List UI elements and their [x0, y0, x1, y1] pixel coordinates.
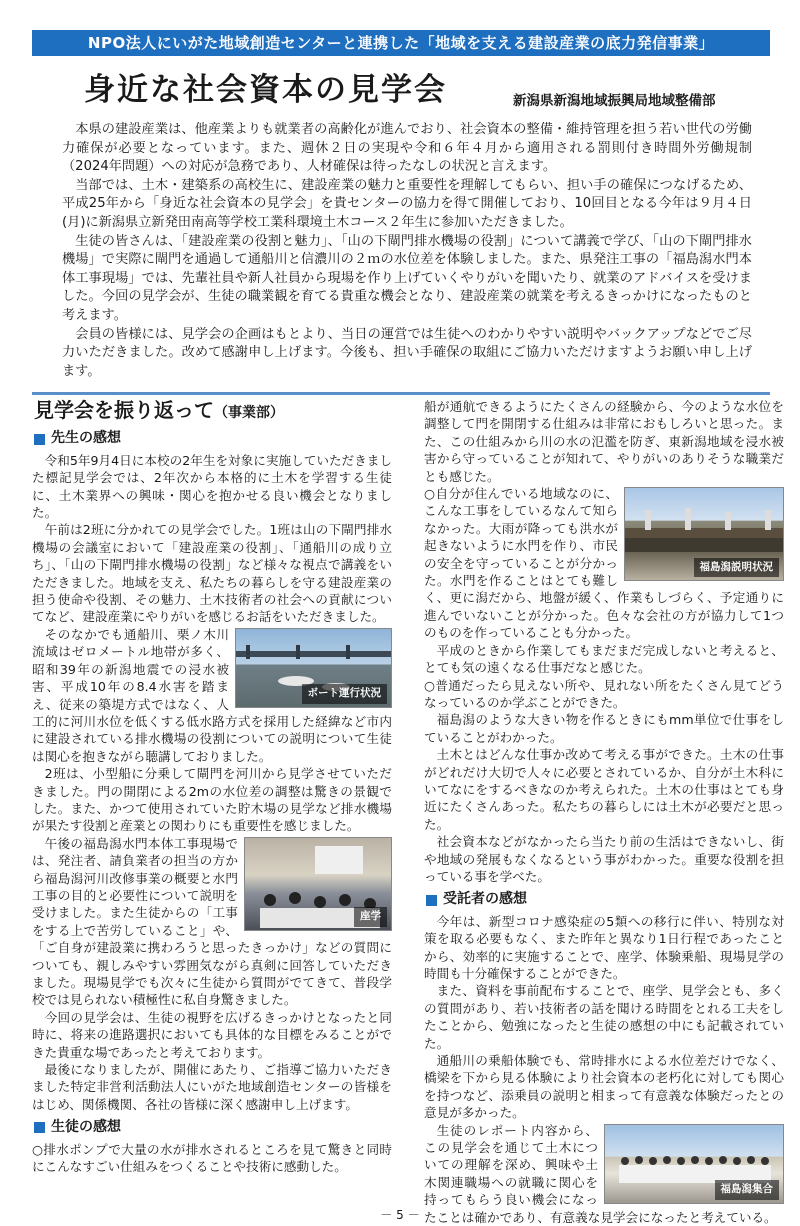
paragraph: 平成のときから作業してもまだまだ完成しないと考えると、とても気の遠くなる仕事だなと感じた。: [424, 642, 784, 676]
paragraph: ○普通だったら見えない所や、見れない所をたくさん見てどうなっているのか学ぶことができた。: [424, 677, 784, 710]
paragraph: 2班は、小型船に分乗して閘門を河川から見学させていただきました。門の開閉による2mの水位差の調整は驚きの景観でした。また、かつて使用されていた貯木場の見学など排水機場が果たす役割と産業との関わりにも重要性を感じました。: [32, 766, 392, 834]
paragraph: 今年は、新型コロナ感染症の5類への移行に伴い、特別な対策を取る必要もなく、また昨年と異なり1日行程であったことから、効率的に実施することで、座学、体験乗船、現場見学の時間も十分確保することができた。: [424, 913, 784, 981]
section-title: [34, 398, 392, 422]
square-bullet-icon: [34, 1122, 45, 1133]
paragraph: 令和5年9月4日に本校の2年生を対象に実施していただきました標記見学会では、2年次から本格的に土木を学習する生徒に、土木業界への興味・関心を抱かせる良い機会となりました。: [32, 452, 392, 521]
paragraph: 今回の見学会は、生徒の視野を広げるきっかけとなったと同時に、将来の進路選択においても具体的な目標をみることができた貴重な場であったと考えております。: [32, 1009, 392, 1060]
department-name: 新潟県新潟地域振興局地域整備部: [513, 93, 716, 109]
intro-paragraph: 当部では、土木・建築系の高校生に、建設産業の魅力と重要性を理解してもらい、担い手の確保につなげるため、平成25年から「身近な社会資本の見学会」を貴センターの協力を得て開催しており、10回目となる今年は９月４日(月)に新潟県立新発田南高等学校工業科環境土木コース２年生に参加いただきました。: [62, 177, 752, 230]
paragraph: また、資料を事前配布することで、座学、見学会とも、多くの質問があり、若い技術者の話を聞ける時間をとれる工夫をしたことから、勉強になったと生徒の感想の中にも記載されていた。: [424, 983, 784, 1051]
paragraph: 福島潟のような大きい物を作るときにもmm単位で仕事をしていることがわかった。: [424, 712, 784, 745]
right-column: [424, 398, 784, 1226]
paragraph: そのなかでも通船川、栗ノ木川流域はゼロメートル地帯が多く、昭和39年の新潟地震での浸水被害、平成10年の8.4水害を踏まえ、従来の築堤方式ではなく、人工的に河川水位を低くする低水路方式を採用した経緯など市内に建設されている排水機場の役割についての説明について生徒は関心を抱きながら聴講しておりました。: [32, 626, 392, 764]
paragraph: 社会資本などがなかったら当たり前の生活はできないし、街や地域の発展もなくなるという事がわかった。重要な役割を担っている事を学べた。: [424, 834, 784, 884]
participant-heading: [426, 891, 784, 908]
classroom-photo: [244, 837, 392, 931]
intro-text: [62, 121, 752, 381]
square-bullet-icon: [34, 434, 45, 445]
group-photo: [604, 1124, 784, 1204]
left-column: [32, 400, 392, 1175]
photo-caption: ボート運行状況: [302, 684, 388, 703]
photo-caption: 座学: [354, 907, 387, 926]
paragraph: 土木とはどんな仕事か改めて考える事ができた。土木の仕事がどれだけ大切で人々に必要とされているか、自分が土木科にいてなにをするべきなのか考えられた。土木の仕事はとても身近にたくさんあった。私たちの暮らしには土木が必要だと思った。: [424, 747, 784, 832]
paragraph: 午後の福島潟水門本体工事現場では、発注者、請負業者の担当の方から福島潟河川改修事業の概要と水門工事の目的と必要性について説明を受けました。また生徒からの「工事をする上で苦労していること」や、「ご自身が建設業に携わろうと思ったきっかけ」などの質問についても、親しみやすい雰囲気ながら真剣に回答していただきました。現場見学でも次々に生徒から質問がでてきて、普段学校では見られない積極性に私自身驚きました。: [32, 835, 392, 1008]
header-banner: NPO法人にいがた地域創造センターと連携した「地域を支える建設産業の底力発信事業」: [32, 30, 770, 56]
student-heading-text: 生徒の感想: [51, 1119, 121, 1136]
paragraph: 午前は2班に分かれての見学会でした。1班は山の下閘門排水機場の会議室において「建設産業の役割」、「通船川の成り立ち」、「山の下閘門排水機場の役割」など様々な視点で講義をいただきました。地域を支え、私たちの暮らしを守る建設産業の担う使命や役割、その魅力、土木技術者の社会への貢献についてなど、建設産業にやりがいを感じるお話をいただきました。: [32, 522, 392, 625]
participant-heading-text: 受託者の感想: [443, 891, 527, 908]
photo-caption: 福島潟説明状況: [694, 558, 780, 577]
intro-paragraph: 会員の皆様には、見学会の企画はもとより、当日の運営では生徒へのわかりやすい説明やバックアップなどでご尽力いただきました。改めて感謝申し上げます。今後も、担い手確保の取組にご協力いただけますようお願い申し上げます。: [62, 326, 752, 379]
boat-photo: [235, 628, 392, 708]
intro-paragraph: 本県の建設産業は、他産業よりも就業者の高齢化が進んでおり、社会資本の整備・維持管理を担う若い世代の労働力確保が必要となっています。また、週休２日の実現や令和６年４月から適用される罰則付き時間外労働規制（2024年問題）への対応が急務であり、人材確保は待ったなしの状況と言えます。: [62, 122, 752, 175]
photo-caption: 福島潟集合: [715, 1180, 780, 1199]
page-title: 身近な社会資本の見学会: [84, 72, 447, 108]
section-subtitle: （事業部）: [214, 405, 284, 421]
paragraph: 通船川の乗船体験でも、常時排水による水位差だけでなく、橋梁を下から見る体験により社会資本の老朽化に対しても関心を持つなど、添乗員の説明と相まって有意義な体験だったとの意見が多かった。: [424, 1053, 784, 1121]
student-heading: [34, 1119, 392, 1136]
teacher-heading: [34, 430, 392, 447]
paragraph: ○排水ポンプで大量の水が排水されるところを見て驚きと同時にこんなすごい仕組みをつくることや技術に感動した。: [32, 1141, 392, 1175]
square-bullet-icon: [426, 895, 437, 906]
intro-paragraph: 生徒の皆さんは、「建設産業の役割と魅力」、「山の下閘門排水機場の役割」について講義で学び、「山の下閘門排水機場」で実際に閘門を通過して通船川と信濃川の２ｍの水位差を体験しました。また、県発注工事の「福島潟水門本体工事現場」では、先輩社員や新人社員から現場を作り上げていくやりがいを聞いたり、就業のアドバイスを受けました。今回の見学会が、生徒の職業観を育てる貴重な機会となり、建設産業の就業を考えるきっかけになったものと考えます。: [62, 233, 752, 323]
page-number: － 5 －: [380, 1208, 420, 1222]
paragraph: 船が通航できるようにたくさんの経験から、今のような水位を調整して門を開閉する仕組みは非常におもしろいと思った。また、この仕組みから川の水の氾濫を防ぎ、東新潟地域を浸水被害から守っていることが知れて、やりがいのありそうな職業だとも感じた。: [424, 399, 784, 484]
teacher-heading-text: 先生の感想: [51, 430, 121, 447]
section-divider: [32, 392, 770, 395]
paragraph: 最後になりましたが、開催にあたり、ご指導ご協力いただきました特定非営利活動法人にいがた地域創造センターの皆様をはじめ、関係機関、各社の皆様に深く感謝申し上げます。: [32, 1062, 392, 1112]
section-title-text: 見学会を振り返って: [34, 398, 214, 422]
site-photo: [624, 487, 784, 581]
paragraph: 生徒のレポート内容から、この見学会を通じて土木についての理解を深め、興味や土木関連職場への就職に関心を持ってもらう良い機会になったことは確かであり、有意義な見学会になったと考えている。: [424, 1122, 777, 1225]
paragraph: ○自分が住んでいる地域なのに、こんな工事をしているなんて知らなかった。大雨が降っても洪水が起きないように水門を作り、市民の安全を守っていることが分かった。水門を作ることはとても難しく、更に潟だから、地盤が緩く、作業もしづらく、予定通りに進んでいないことが分かった。色々な会社の方が協力して1つのものを作っていることも分かった。: [424, 486, 784, 641]
